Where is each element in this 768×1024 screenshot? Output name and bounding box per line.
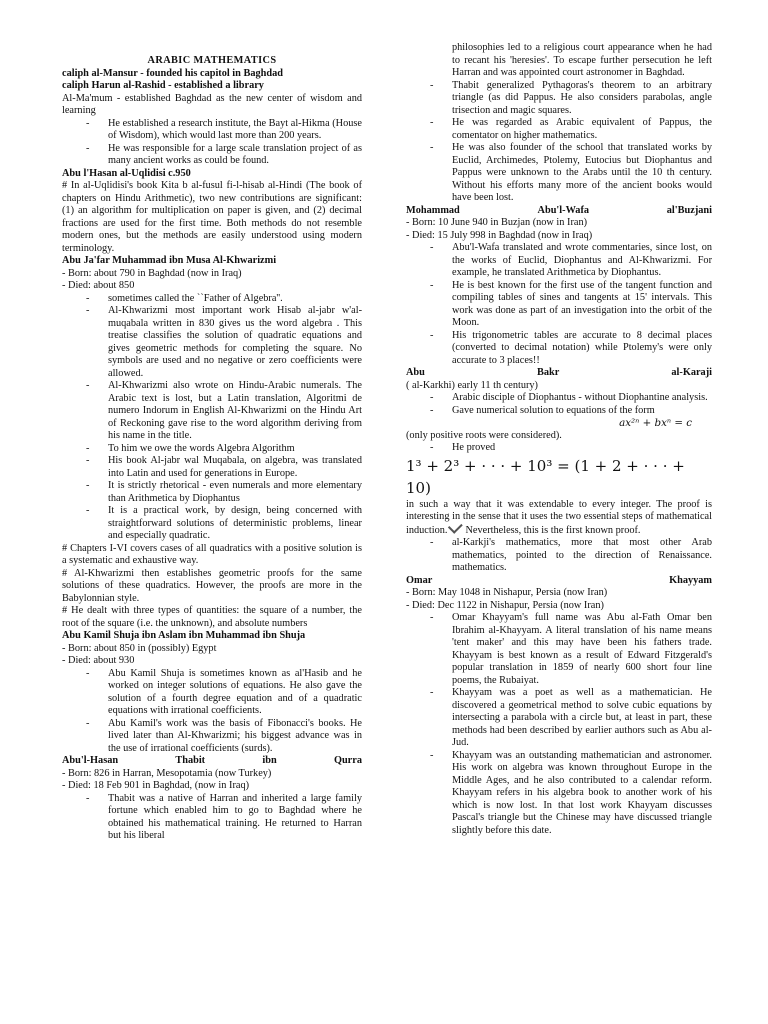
khwarizmi-died: - Died: about 850 (62, 280, 135, 291)
formula-text: ax²ⁿ + bxⁿ = c (619, 417, 692, 429)
list-item: - He proved (452, 442, 712, 455)
karaji-heading (406, 367, 712, 380)
kamil-died: - Died: about 930 (62, 655, 135, 666)
list-item: - Arabic disciple of Diophantus - without Diophantine analysis. (452, 392, 712, 405)
heading-word: Omar (406, 574, 433, 586)
list-item: - He was responsible for a large scale translation project of as many ancient works as could be found. (108, 143, 362, 168)
harun-line: caliph Harun al-Rashid - established a library (62, 80, 264, 91)
proof-text-a: in such a way that it was extendable to every integer. The proof is interesting in the sense that it uses the two essential steps of mathematical induction. (406, 498, 712, 536)
page-title: ARABIC MATHEMATICS (147, 55, 277, 66)
thabit-cont-list (406, 42, 712, 205)
heading-word: Qurra (333, 755, 362, 766)
heading-word: Abu'l-Wafa (537, 204, 590, 216)
list-item: - Gave numerical solution to equations of the form (452, 405, 712, 418)
khwarizmi-note: # Chapters I-VI covers cases of all quadratics with a positive solution is a systematic and exhaustive way. (62, 542, 362, 566)
list-item: - Khayyam was a poet as well as a mathematician. He discovered a geometrical method to solve cubic equations by intersecting a parabola with a circle but, at least in part, these methods had been described by earlier authors such as Abu al-Jud. (452, 687, 712, 750)
list-item: - His trigonometric tables are accurate to 8 decimal places (converted to decimal notation) while Ptolemy's were only accurate to 3 places!! (452, 330, 712, 368)
thabit-list (62, 793, 362, 843)
heading-word: al'Buzjani (666, 204, 712, 216)
khwarizmi-note: # He dealt with three types of quantities: the square of a number, the root of the square (i.e. the unknown), and absolute numbers (62, 605, 362, 629)
list-item: - al-Karkji's mathematics, more that most other Arab mathematics, pointed to the direction of Renaissance. mathematics. (452, 537, 712, 575)
khwarizmi-born: - Born: about 790 in Baghdad (now in Iraq) (62, 267, 242, 279)
omar-heading (406, 575, 712, 588)
omar-born: - Born: May 1048 in Nishapur, Persia (now Iran) (406, 587, 608, 598)
thabit-heading (62, 755, 362, 768)
list-item-continued: philosophies led to a religious court appearance when he had to recant his 'heresies'. To escape further persecution he left Harran and was appointed court astronomer in Baghdad. (452, 42, 712, 78)
heading-word: Mohammad (406, 204, 460, 216)
list-item: - Thabit was a native of Harran and inherited a large family fortune which enabled him to go to Baghdad where he obtained his mathematical training. He returned to Harran but his liberal (108, 793, 362, 843)
wafa-list (406, 242, 712, 367)
uqlidisi-text: # In al-Uqlidisi's book Kita b al-fusul fi-l-hisab al-Hindi (The book of chapters on Hindu Arithmetic), two new contributions are significant: (1) an algorithm for multiplication on paper is given, and (2) decimal fractions are used for the first time. Both methods do not resemble modern ones, but the methods are easily understood using modern terminology. (62, 180, 362, 254)
kamil-list (62, 668, 362, 756)
karaji-proof-text (406, 499, 712, 538)
list-item: - Thabit generalized Pythagoras's theorem to an arbitrary triangle (as did Pappus. He also considers parabolas, angle trisection and magic squares. (452, 80, 712, 118)
formula-text: 1³ + 2³ + · · · + 10³ = (1 + 2 + · · · + 10) (406, 456, 685, 497)
heading-word: Khayyam (669, 574, 712, 586)
list-item: - It is a practical work, by design, being concerned with straightforward solutions of deterministic problems, linear and especially quadratic. (108, 505, 362, 543)
omar-died: - Died: Dec 1122 in Nishapur, Persia (now Iran) (406, 599, 604, 611)
kamil-born: - Born: about 850 in (possibly) Egypt (62, 642, 217, 654)
wafa-born: - Born: 10 June 940 in Buzjan (now in Iran) (406, 217, 588, 228)
thabit-born: - Born: 826 in Harran, Mesopotamia (now Turkey) (62, 767, 272, 779)
karaji-proved-list (406, 442, 712, 455)
right-column (406, 42, 712, 837)
khwarizmi-list (62, 293, 362, 543)
karaji-subtitle: ( al-Karkhi) early 11 th century) (406, 379, 538, 391)
heading-word: Thabit (175, 755, 206, 766)
left-column (62, 55, 362, 843)
wafa-died: - Died: 15 July 998 in Baghdad (now in Iraq) (406, 229, 593, 241)
list-item: - He was regarded as Arabic equivalent of Pappus, the comentator on higher mathematics. (452, 117, 712, 142)
heading-word: Bakr (536, 367, 560, 378)
list-item: - sometimes called the ``Father of Algebra''. (108, 293, 362, 306)
khwarizmi-note: # Al-Khwarizmi then establishes geometric proofs for the same solutions of these quadratics. However, the proofs are more in the Babylonnian style. (62, 567, 362, 604)
kamil-heading: Abu Kamil Shuja ibn Aslam ibn Muhammad ibn Shuja (62, 630, 306, 641)
list-item: - Al-Khwarizmi also wrote on Hindu-Arabic numerals. The Arabic text is lost, but a Latin translation, Algoritmi de numero Indorum in English Al-Khwarizmi on the Hindu Art of Reckoning gave rise to the word algorithm deriving from his name in the title. (108, 380, 362, 443)
equation-form (406, 417, 712, 430)
list-item: - He was also founder of the school that translated works by Euclid, Archimedes, Ptolemy, Eutocius but Diophantus and Pappus were unknown to the Arabs until the 10 th century. Without his efforts many more of the ancient books would have been lost. (452, 142, 712, 205)
list-item: - To him we owe the words Algebra Algorithm (108, 443, 362, 456)
sum-of-cubes-formula (406, 455, 712, 499)
proof-text-b: Nevertheless, this is the first known proof. (465, 524, 641, 536)
list-item: - His book Al-jabr wal Muqabala, on algebra, was translated into Latin and used for generations in Europe. (108, 455, 362, 480)
list-item: - It is strictly rhetorical - even numerals and more elementary than Arithmetica by Diophantus (108, 480, 362, 505)
karaji-note: (only positive roots were considered). (406, 429, 562, 441)
heading-word: Abu'l-Hasan (62, 755, 119, 766)
list-item: - Abu'l-Wafa translated and wrote commentaries, since lost, on the works of Euclid, Diophantus and Al-Khwarizmi. For example, he translated Arithmetica by Diophantus. (452, 242, 712, 280)
list-item: - Abu Kamil Shuja is sometimes known as al'Hasib and he worked on integer solutions of equations. He also gave the solution of a fourth degree equation and of a quadratic equations with irrational coefficients. (108, 668, 362, 718)
list-item: - Omar Khayyam's full name was Abu al-Fath Omar ben Ibrahim al-Khayyam. A literal translation of his name means 'tent maker' and this may have been his fathers trade. Khayyam is best known as a result of Edward Fitzgerald's popular translation in 1859 of nearly 600 short four line poems, the Rubaiyat. (452, 612, 712, 687)
mamun-line: Al-Ma'mum - established Baghdad as the new center of wisdom and learning (62, 92, 362, 116)
karaji-list (406, 392, 712, 417)
list-item: - Abu Kamil's work was the basis of Fibonacci's books. He lived later than Al-Khwarizmi; his biggest advance was in the use of irrational coefficients (surds). (108, 718, 362, 756)
mamun-list (62, 118, 362, 168)
heading-word: al-Karaji (671, 367, 712, 378)
list-item: - He is best known for the first use of the tangent function and compiling tables of sines and tangents at 15' intervals. This work was done as part of an investigation into the orbit of the Moon. (452, 280, 712, 330)
mansur-line: caliph al-Mansur - founded his capitol in Baghdad (62, 67, 283, 79)
karaji-final-list (406, 537, 712, 575)
uqlidisi-heading: Abu l'Hasan al-Uqlidisi c.950 (62, 167, 191, 179)
heading-word: ibn (262, 755, 277, 766)
list-item: - Al-Khwarizmi most important work Hisab al-jabr w'al-muqabala written in 830 gives us the word algebra . This treatise classifies the solution of quadratic equations and gives geometric methods for completing the square. No symbols are used and no negative or zero coefficients were allowed. (108, 305, 362, 380)
heading-word: Abu (406, 367, 425, 378)
thabit-died: - Died: 18 Feb 901 in Baghdad, (now in Iraq) (62, 780, 250, 791)
list-item: - Khayyam was an outstanding mathematician and astronomer. His work on algebra was known throughout Europe in the Middle Ages, and he also contributed to a calendar reform. Khayyam refers in his algebra book to another work of his which is now lost. In that lost work Khayyam discusses Pascal's triangle but the Chinese may have discussed triangle slightly before this date. (452, 750, 712, 838)
khwarizmi-heading: Abu Ja'far Muhammad ibn Musa Al-Khwarizmi (62, 255, 277, 266)
omar-list (406, 612, 712, 837)
wafa-heading (406, 205, 712, 218)
list-item: - He established a research institute, the Bayt al-Hikma (House of Wisdom), which would last more than 200 years. (108, 118, 362, 143)
